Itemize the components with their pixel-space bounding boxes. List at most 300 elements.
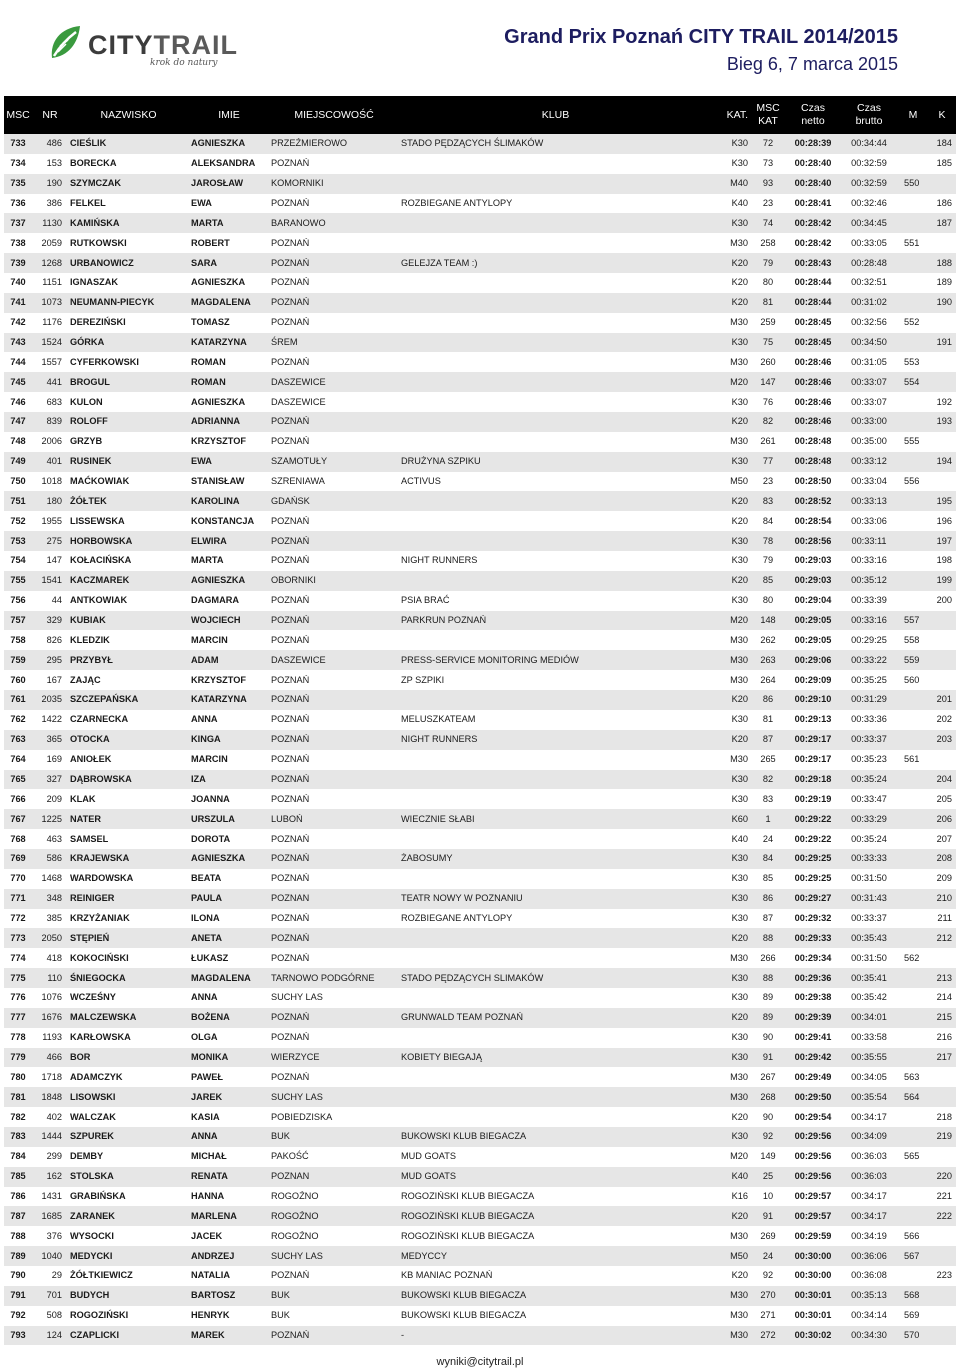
cell-msc: 775 <box>10 972 26 983</box>
cell-brutto: 00:33:13 <box>851 495 887 506</box>
cell-imie: AGNIESZKA <box>191 277 246 288</box>
cell-mscat: 88 <box>762 972 774 983</box>
cell-nazwisko: LISSEWSKA <box>70 515 125 526</box>
cell-kat: K20 <box>731 495 748 506</box>
cell-netto: 00:29:33 <box>794 932 832 943</box>
cell-imie: ANNA <box>191 992 218 1003</box>
table-row <box>4 313 956 333</box>
cell-brutto: 00:33:58 <box>851 1032 887 1043</box>
cell-msc: 758 <box>10 634 26 645</box>
cell-msc: 771 <box>10 893 26 904</box>
cell-netto: 00:29:03 <box>794 555 832 566</box>
cell-kat: M20 <box>730 376 748 387</box>
cell-msc: 772 <box>10 912 26 923</box>
cell-m <box>898 333 928 353</box>
cell-imie: KRZYSZTOF <box>191 436 246 447</box>
cell-imie: KATARZYNA <box>191 337 247 348</box>
cell-mscat: 23 <box>762 198 774 208</box>
cell-m: 569 <box>904 1310 920 1321</box>
cell-imie: KASIA <box>191 1111 220 1122</box>
cell-nazwisko: CIEŚLIK <box>70 138 107 149</box>
cell-nr: 2006 <box>41 436 62 447</box>
cell-k: 217 <box>936 1051 952 1062</box>
cell-imie: AGNIESZKA <box>191 575 246 586</box>
cell-nazwisko: BUDYCH <box>70 1290 110 1301</box>
table-row <box>4 531 956 551</box>
cell-nazwisko: KAMIŃSKA <box>70 217 120 228</box>
cell-nazwisko: WARDOWSKA <box>70 873 134 884</box>
cell-mscat: 87 <box>762 912 774 923</box>
cell-mscat: 86 <box>762 893 774 904</box>
cell-k: 221 <box>936 1190 952 1201</box>
cell-brutto: 00:34:14 <box>851 1310 887 1321</box>
cell-klub <box>399 948 712 968</box>
cell-k <box>928 650 956 670</box>
cell-mscat: 269 <box>760 1230 776 1241</box>
cell-imie: BOŻENA <box>191 1012 230 1023</box>
cell-brutto: 00:36:08 <box>851 1270 887 1281</box>
cell-imie: WOJCIECH <box>191 615 241 626</box>
cell-mscat: 92 <box>762 1131 774 1142</box>
cell-miejscowosc: POZNAŃ <box>271 615 310 626</box>
cell-m <box>898 591 928 611</box>
cell-m <box>898 869 928 889</box>
col-header-nazwisko: NAZWISKO <box>100 108 157 121</box>
cell-miejscowosc: POZNAŃ <box>271 634 310 645</box>
cell-nazwisko: NEUMANN-PIECYK <box>70 297 155 308</box>
cell-k <box>928 1067 956 1087</box>
cell-miejscowosc: ROGOŹNO <box>271 1230 319 1241</box>
cell-k: 198 <box>936 555 952 566</box>
cell-msc: 790 <box>10 1270 26 1281</box>
cell-nazwisko: ADAMCZYK <box>70 1071 123 1082</box>
table-row <box>4 889 956 909</box>
cell-klub: MUD GOATS <box>401 1151 456 1162</box>
cell-kat: K20 <box>731 1111 748 1122</box>
cell-m: 566 <box>904 1230 920 1241</box>
cell-msc: 752 <box>10 515 26 526</box>
cell-miejscowosc: POBIEDZISKA <box>271 1111 333 1122</box>
cell-nr: 190 <box>46 178 62 189</box>
cell-brutto: 00:33:11 <box>851 535 887 546</box>
cell-m <box>898 253 928 273</box>
table-row <box>4 1107 956 1127</box>
cell-brutto: 00:31:50 <box>851 873 887 884</box>
cell-nr: 441 <box>46 376 62 387</box>
cell-miejscowosc: POZNAŃ <box>271 416 310 427</box>
logo-city: CITY <box>88 30 154 60</box>
cell-imie: MARTA <box>191 555 224 566</box>
col-header-miejscowosc: MIEJSCOWOŚĆ <box>294 108 374 121</box>
cell-klub: ŻABOSUMY <box>401 853 453 864</box>
cell-mscat: 262 <box>760 634 776 645</box>
col-header-brutto <box>840 96 898 134</box>
cell-klub <box>399 154 712 174</box>
cell-klub <box>399 174 712 194</box>
cell-miejscowosc: KOMORNIKI <box>271 178 324 189</box>
cell-mscat: 80 <box>762 595 774 606</box>
cell-miejscowosc: POZNAŃ <box>271 1270 310 1281</box>
cell-brutto: 00:35:42 <box>851 992 887 1003</box>
cell-nr: 2059 <box>41 237 62 248</box>
cell-brutto: 00:34:17 <box>851 1190 887 1201</box>
cell-klub: BUKOWSKI KLUB BIEGACZA <box>401 1131 527 1142</box>
cell-netto: 00:29:22 <box>794 813 832 824</box>
cell-brutto: 00:32:59 <box>851 158 887 169</box>
cell-miejscowosc: BUK <box>271 1131 290 1142</box>
cell-miejscowosc: GDAŃSK <box>271 495 310 506</box>
cell-klub <box>399 789 712 809</box>
cell-klub: MUD GOATS <box>401 1171 456 1182</box>
cell-netto: 00:28:54 <box>794 515 832 526</box>
cell-mscat: 1 <box>765 813 771 824</box>
cell-nazwisko: NATER <box>70 813 101 824</box>
cell-nazwisko: DĄBROWSKA <box>70 773 132 784</box>
cell-m: 562 <box>904 952 920 963</box>
cell-mscat: 258 <box>760 237 776 248</box>
cell-msc: 792 <box>10 1310 26 1321</box>
cell-nr: 365 <box>46 734 62 745</box>
cell-miejscowosc: POZNAŃ <box>271 237 310 248</box>
cell-msc: 779 <box>10 1051 26 1062</box>
cell-mscat: 266 <box>760 952 776 963</box>
cell-k: 194 <box>936 456 952 467</box>
cell-nr: 110 <box>47 972 62 983</box>
cell-m <box>898 730 928 750</box>
table-row <box>4 1167 956 1187</box>
cell-mscat: 85 <box>762 873 774 884</box>
cell-miejscowosc: POZNAŃ <box>271 694 310 705</box>
cell-k: 200 <box>936 595 952 606</box>
cell-klub: ACTIVUS <box>401 476 441 487</box>
cell-netto: 00:29:59 <box>794 1230 832 1241</box>
cell-m <box>898 134 928 154</box>
cell-kat: K30 <box>731 217 748 228</box>
cell-m <box>898 829 928 849</box>
cell-msc: 774 <box>10 952 26 963</box>
cell-klub <box>399 491 712 511</box>
table-row <box>4 273 956 293</box>
cell-mscat: 83 <box>762 793 774 804</box>
cell-mscat: 24 <box>762 1250 774 1261</box>
cell-msc: 748 <box>10 436 26 447</box>
cell-m: 551 <box>904 237 920 248</box>
cell-netto: 00:28:39 <box>794 138 832 149</box>
cell-netto: 00:29:42 <box>794 1051 832 1062</box>
cell-kat: K20 <box>731 416 748 427</box>
cell-kat: M30 <box>730 654 748 665</box>
cell-kat: M20 <box>730 1151 748 1162</box>
cell-nr: 376 <box>46 1230 62 1241</box>
cell-brutto: 00:29:25 <box>851 634 887 645</box>
cell-netto: 00:28:46 <box>794 376 832 387</box>
cell-klub: ROZBIEGANE ANTYLOPY <box>401 198 513 208</box>
cell-imie: KONSTANCJA <box>191 515 255 526</box>
cell-mscat: 91 <box>762 1210 774 1221</box>
cell-msc: 749 <box>10 456 26 467</box>
cell-mscat: 88 <box>762 932 774 943</box>
cell-brutto: 00:31:43 <box>851 893 887 904</box>
cell-klub: - <box>401 1329 405 1340</box>
cell-nr: 169 <box>46 754 62 765</box>
cell-netto: 00:28:44 <box>794 277 832 288</box>
cell-nr: 209 <box>46 793 62 804</box>
cell-miejscowosc: SUCHY LAS <box>271 992 323 1003</box>
cell-kat: K20 <box>731 515 748 526</box>
cell-m: 560 <box>904 674 920 685</box>
cell-msc: 754 <box>10 555 26 566</box>
cell-nr: 1130 <box>42 217 62 228</box>
cell-imie: KRZYSZTOF <box>191 674 246 685</box>
cell-netto: 00:29:04 <box>794 595 832 606</box>
cell-k: 207 <box>936 833 952 844</box>
cell-imie: ADRIANNA <box>191 416 240 427</box>
cell-mscat: 90 <box>762 1032 774 1043</box>
cell-brutto: 00:34:17 <box>851 1210 887 1221</box>
cell-kat: K20 <box>731 297 748 308</box>
table-row <box>4 690 956 710</box>
cell-nazwisko: SZPUREK <box>70 1131 114 1142</box>
cell-nazwisko: RUSINEK <box>70 456 112 467</box>
cell-klub <box>399 928 712 948</box>
cell-kat: K30 <box>731 972 748 983</box>
footer-email[interactable]: wyniki@citytrail.pl <box>436 1356 524 1368</box>
cell-k: 213 <box>936 972 952 983</box>
cell-brutto: 00:34:01 <box>851 1012 887 1023</box>
cell-brutto: 00:35:25 <box>851 674 887 685</box>
cell-netto: 00:29:03 <box>794 575 832 586</box>
cell-m: 565 <box>904 1151 920 1162</box>
cell-klub: STADO PĘDZĄCYCH ŚLIMAKÓW <box>401 138 544 149</box>
cell-nr: 683 <box>46 396 62 407</box>
cell-msc: 768 <box>10 833 26 844</box>
cell-mscat: 72 <box>762 138 774 149</box>
cell-netto: 00:28:46 <box>794 356 832 367</box>
cell-nr: 402 <box>46 1111 62 1122</box>
cell-kat: K30 <box>731 853 748 864</box>
cell-m: 570 <box>904 1329 920 1340</box>
cell-netto: 00:28:42 <box>794 237 832 248</box>
table-row <box>4 1187 956 1207</box>
cell-mscat: 90 <box>762 1111 774 1122</box>
cell-miejscowosc: SUCHY LAS <box>271 1250 323 1261</box>
cell-m <box>898 809 928 829</box>
cell-nr: 327 <box>46 773 62 784</box>
cell-k <box>928 670 956 690</box>
cell-nazwisko: KACZMAREK <box>70 575 130 586</box>
cell-mscat: 260 <box>760 356 776 367</box>
cell-brutto: 00:33:04 <box>851 476 887 487</box>
cell-m <box>898 1127 928 1147</box>
cell-kat: K20 <box>731 734 748 745</box>
table-row <box>4 770 956 790</box>
table-row <box>4 1008 956 1028</box>
cell-miejscowosc: POZNAŃ <box>271 1012 310 1023</box>
table-row <box>4 472 956 492</box>
cell-imie: KATARZYNA <box>191 694 247 705</box>
cell-mscat: 23 <box>762 476 774 487</box>
cell-m <box>898 154 928 174</box>
table-row <box>4 1246 956 1266</box>
cell-kat: M40 <box>730 178 748 189</box>
cell-mscat: 25 <box>762 1171 774 1182</box>
cell-netto: 00:29:54 <box>794 1111 832 1122</box>
cell-mscat: 148 <box>760 615 776 626</box>
cell-msc: 753 <box>10 535 26 546</box>
cell-k <box>928 313 956 333</box>
cell-brutto: 00:35:24 <box>851 833 887 844</box>
cell-mscat: 261 <box>760 436 776 447</box>
cell-m <box>898 710 928 730</box>
cell-kat: K20 <box>731 1210 748 1221</box>
cell-netto: 00:28:48 <box>794 456 832 467</box>
col-header-imie: IMIE <box>218 108 240 121</box>
cell-m <box>898 770 928 790</box>
cell-netto: 00:30:00 <box>794 1250 832 1261</box>
cell-mscat: 268 <box>760 1091 776 1102</box>
table-row <box>4 372 956 392</box>
table-row <box>4 928 956 948</box>
cell-k: 208 <box>936 853 952 864</box>
col-header-netto-line2: netto <box>801 115 825 127</box>
cell-nr: 1718 <box>41 1071 62 1082</box>
cell-netto: 00:29:38 <box>794 992 832 1003</box>
cell-imie: AGNIESZKA <box>191 853 246 864</box>
cell-brutto: 00:32:59 <box>851 178 887 189</box>
cell-k <box>928 1306 956 1326</box>
cell-brutto: 00:35:41 <box>851 972 887 983</box>
cell-nr: 153 <box>46 158 62 169</box>
cell-klub <box>399 432 712 452</box>
cell-kat: M30 <box>730 237 748 248</box>
cell-klub <box>399 1087 712 1107</box>
cell-imie: ANDRZEJ <box>191 1250 235 1261</box>
table-row <box>4 213 956 233</box>
cell-imie: IZA <box>191 773 206 784</box>
cell-k: 193 <box>936 416 952 427</box>
cell-brutto: 00:35:23 <box>851 754 887 765</box>
cell-netto: 00:29:34 <box>794 952 832 963</box>
cell-kat: K20 <box>731 575 748 586</box>
cell-klub: ROGOZIŃSKI KLUB BIEGACZA <box>401 1230 535 1241</box>
table-row <box>4 511 956 531</box>
table-row <box>4 750 956 770</box>
cell-kat: K16 <box>731 1190 748 1201</box>
cell-klub <box>399 213 712 233</box>
cell-mscat: 91 <box>762 1051 774 1062</box>
cell-netto: 00:28:56 <box>794 535 832 546</box>
cell-imie: URSZULA <box>191 813 235 824</box>
cell-nazwisko: RUTKOWSKI <box>70 237 127 248</box>
cell-mscat: 80 <box>762 277 774 288</box>
cell-brutto: 00:31:50 <box>851 952 887 963</box>
table-row <box>4 253 956 273</box>
cell-klub: ROGOZIŃSKI KLUB BIEGACZA <box>401 1210 535 1221</box>
cell-kat: M30 <box>730 754 748 765</box>
cell-netto: 00:29:10 <box>794 694 832 705</box>
cell-m <box>898 849 928 869</box>
cell-msc: 782 <box>10 1111 26 1122</box>
cell-mscat: 87 <box>762 734 774 745</box>
cell-netto: 00:29:32 <box>794 912 832 923</box>
cell-m <box>898 1206 928 1226</box>
cell-miejscowosc: POZNAŃ <box>271 714 310 725</box>
cell-msc: 789 <box>10 1250 26 1261</box>
cell-msc: 751 <box>10 495 26 506</box>
cell-mscat: 84 <box>762 853 774 864</box>
page-subtitle: Bieg 6, 7 marca 2015 <box>726 54 898 74</box>
cell-klub <box>399 630 712 650</box>
cell-klub <box>399 750 712 770</box>
cell-mscat: 79 <box>762 555 774 566</box>
cell-netto: 00:28:43 <box>794 257 832 268</box>
cell-k <box>928 174 956 194</box>
cell-k: 215 <box>936 1012 952 1023</box>
cell-netto: 00:28:52 <box>794 495 832 506</box>
cell-nr: 1268 <box>41 257 62 268</box>
cell-imie: PAWEŁ <box>191 1071 223 1082</box>
table-row <box>4 948 956 968</box>
cell-mscat: 270 <box>760 1290 776 1301</box>
cell-nazwisko: ROLOFF <box>70 416 108 427</box>
cell-brutto: 00:36:03 <box>851 1171 887 1182</box>
cell-k: 223 <box>936 1270 952 1281</box>
leaf-icon <box>48 24 84 64</box>
cell-brutto: 00:33:05 <box>851 237 887 248</box>
cell-imie: ANNA <box>191 1131 218 1142</box>
col-header-kat: KAT. <box>726 108 748 121</box>
cell-mscat: 271 <box>760 1310 776 1321</box>
table-row <box>4 829 956 849</box>
cell-imie: AGNIESZKA <box>191 396 246 407</box>
table-row <box>4 571 956 591</box>
cell-m: 550 <box>904 178 920 189</box>
cell-imie: ROBERT <box>191 237 230 248</box>
cell-k: 203 <box>936 734 952 745</box>
cell-nazwisko: KLAK <box>70 793 96 804</box>
cell-k: 192 <box>936 396 952 407</box>
cell-msc: 781 <box>10 1091 26 1102</box>
table-row <box>4 432 956 452</box>
cell-brutto: 00:33:37 <box>851 734 887 745</box>
cell-nazwisko: BOR <box>70 1051 91 1062</box>
cell-klub <box>399 770 712 790</box>
table-row <box>4 134 956 154</box>
cell-msc: 770 <box>10 873 26 884</box>
cell-nazwisko: ŚNIEGOCKA <box>70 972 126 983</box>
cell-nazwisko: SAMSEL <box>70 833 109 844</box>
cell-nr: 386 <box>46 198 62 208</box>
cell-netto: 00:29:56 <box>794 1151 832 1162</box>
cell-m <box>898 452 928 472</box>
cell-miejscowosc: POZNAŃ <box>271 674 310 685</box>
table-row <box>4 650 956 670</box>
cell-m <box>898 551 928 571</box>
cell-m <box>898 491 928 511</box>
cell-k: 209 <box>936 873 952 884</box>
cell-imie: JOANNA <box>191 793 230 804</box>
table-row <box>4 1028 956 1048</box>
col-header-klub: KLUB <box>541 108 570 121</box>
cell-m <box>898 968 928 988</box>
cell-klub: KOBIETY BIEGAJĄ <box>401 1051 483 1062</box>
cell-nazwisko: BORECKA <box>70 158 117 169</box>
cell-netto: 00:29:50 <box>794 1091 832 1102</box>
cell-klub: WIECZNIE SŁABI <box>401 813 475 824</box>
cell-netto: 00:29:05 <box>794 615 832 626</box>
cell-miejscowosc: POZNAŃ <box>271 912 310 923</box>
cell-msc: 741 <box>10 297 26 308</box>
